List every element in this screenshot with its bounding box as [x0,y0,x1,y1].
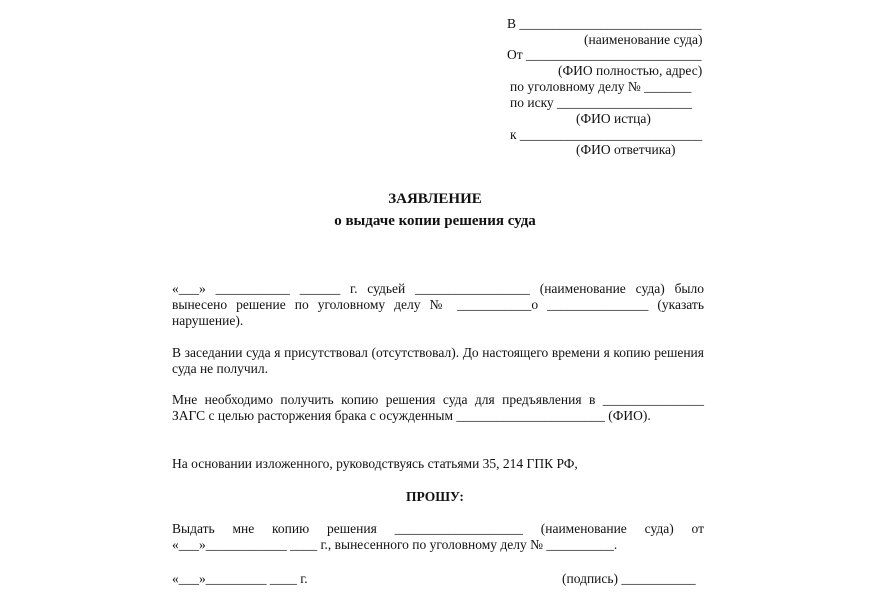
plaintiff-caption: (ФИО истца) [576,111,651,126]
sender-caption: (ФИО полностью, адрес) [558,63,703,78]
document-title: ЗАЯВЛЕНИЕ [388,191,482,207]
recipient-court-caption: (наименование суда) [584,32,703,47]
document-subtitle: о выдаче копии решения суда [334,213,536,229]
paragraph-legal-basis: На основании изложенного, руководствуясь статьями 35, 214 ГПК РФ, [172,456,578,471]
signature-field: (подпись) ___________ [562,571,696,586]
defendant-line: к ___________________________ [510,127,703,142]
defendant-caption: (ФИО ответчика) [576,142,676,157]
recipient-court-line: В ___________________________ [507,16,702,31]
request-heading: ПРОШУ: [406,489,464,504]
sender-line: От __________________________ [507,47,702,62]
paragraph-attendance: В заседании суда я присутствовал (отсутствовал). До настоящего времени я копию решения суда не получил. [172,345,704,376]
criminal-case-line: по уголовному делу № _______ [510,79,692,94]
date-field: «___»_________ ____ г. [172,571,308,586]
claim-line: по иску ____________________ [510,95,693,110]
paragraph-purpose: Мне необходимо получить копию решения суда для предъявления в _______________ ЗАГС с целью расторжения брака с осужденным ______________________ (ФИО). [172,392,704,423]
request-text: Выдать мне копию решения ___________________ (наименование суда) от «___»____________ ____ г., вынесенного по уголовному делу № __________. [172,521,704,552]
paragraph-decision: «___» ___________ ______ г. судьей _________________ (наименование суда) было вынесено решение по уголовному делу № ___________о _______________ (указать нарушение). [172,281,704,328]
